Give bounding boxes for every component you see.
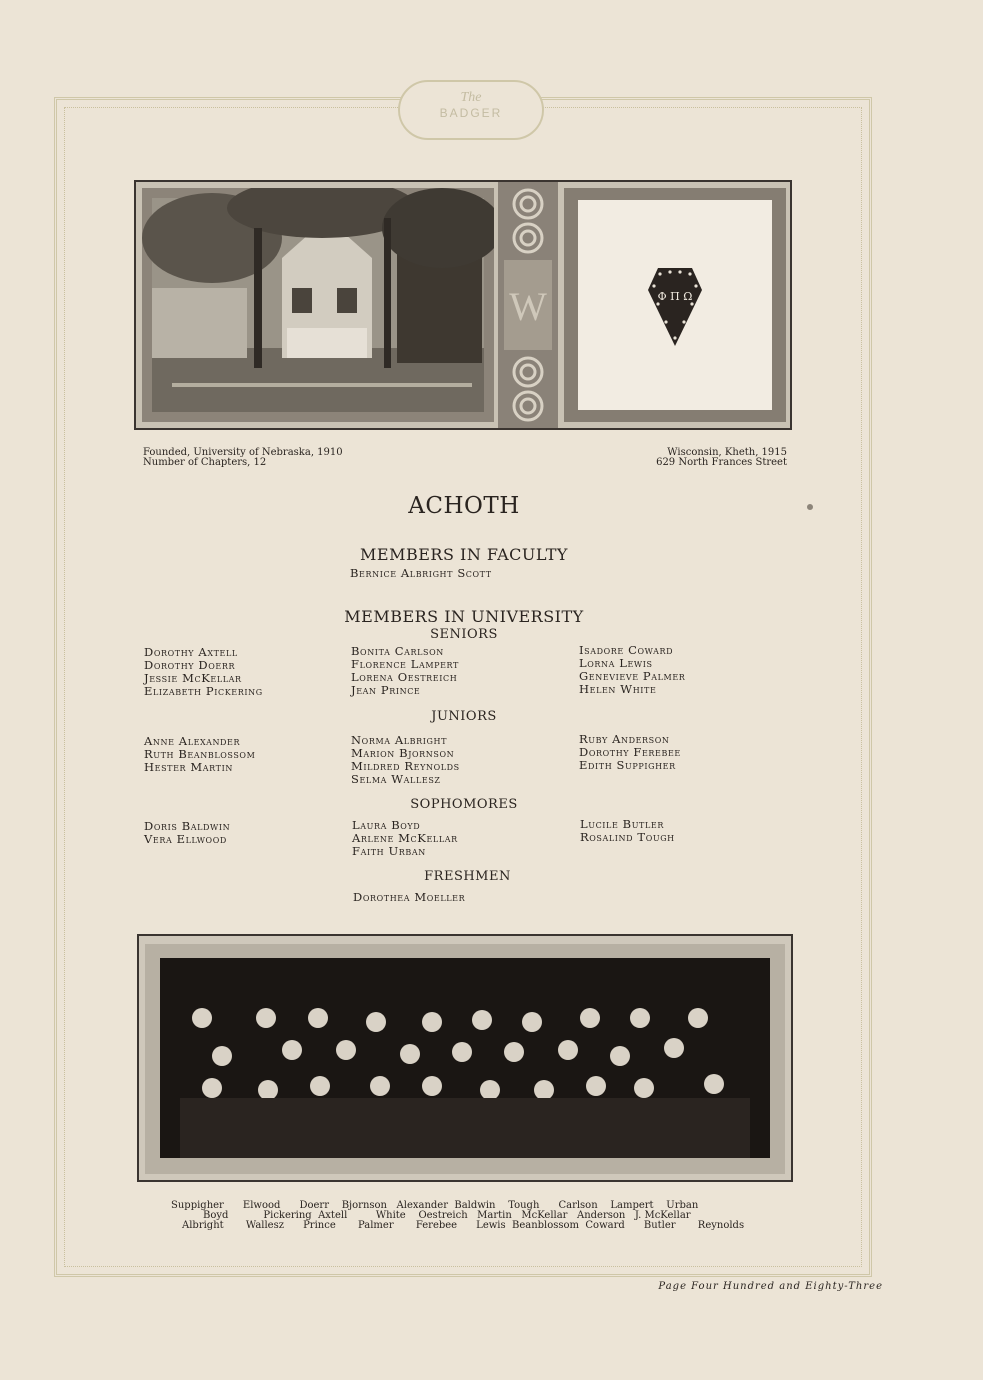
scroll-ornament — [498, 182, 558, 428]
university-heading: MEMBERS IN UNIVERSITY — [344, 607, 584, 626]
photo-caption-row-1: Suppigher Elwood Doerr Bjornson Alexander Baldwin Tough Carlson Lampert Urban — [171, 1200, 699, 1211]
sophomores-col3 — [580, 818, 675, 844]
list-item: Genevieve Palmer — [579, 669, 686, 683]
founded-line: Founded, University of Nebraska, 1910 — [143, 447, 343, 458]
cartouche-the: The — [460, 90, 482, 105]
chapter-house-image — [142, 188, 494, 422]
list-item: Jessie McKellar — [144, 671, 242, 685]
sophomores-col2 — [352, 819, 458, 858]
seniors-col1 — [144, 646, 263, 698]
seniors-heading: SENIORS — [430, 627, 498, 642]
w-letter: W — [509, 284, 547, 329]
group-photo-image — [160, 958, 770, 1158]
juniors-heading: JUNIORS — [431, 709, 497, 724]
list-item: Lucile Butler — [580, 817, 664, 831]
list-item: Dorothy Axtell — [144, 645, 238, 659]
list-item: Edith Suppigher — [579, 758, 676, 772]
list-item: Lorena Oestreich — [351, 670, 458, 684]
ink-spot — [807, 504, 813, 510]
sophomores-col1 — [144, 820, 230, 846]
list-item: Lorna Lewis — [579, 656, 653, 670]
list-item: Mildred Reynolds — [351, 759, 460, 773]
list-item: Hester Martin — [144, 760, 233, 774]
chapter-house-photo — [142, 188, 494, 422]
list-item: Rosalind Tough — [580, 830, 675, 844]
greek-letters: Φ Π Ω — [657, 290, 693, 303]
list-item: Dorothy Ferebee — [579, 745, 681, 759]
list-item: Ruth Beanblossom — [144, 747, 256, 761]
list-item: Helen White — [579, 682, 657, 696]
chapters-line: Number of Chapters, 12 — [143, 457, 267, 468]
juniors-col2 — [351, 734, 460, 786]
juniors-col1 — [144, 735, 255, 774]
freshmen-heading: FRESHMEN — [424, 869, 511, 884]
list-item: Isadore Coward — [579, 643, 674, 657]
list-item: Norma Albright — [351, 733, 448, 747]
list-item: Elizabeth Pickering — [144, 684, 263, 698]
faculty-heading: MEMBERS IN FACULTY — [360, 545, 568, 564]
list-item: Bonita Carlson — [351, 644, 444, 658]
list-item: Arlene McKellar — [352, 831, 458, 845]
founded-info — [143, 448, 343, 468]
freshmen-col2 — [353, 891, 465, 904]
list-item: Selma Wallesz — [351, 772, 441, 786]
list-item: Marion Bjornson — [351, 746, 455, 760]
list-item: Ruby Anderson — [579, 732, 670, 746]
page-number: Page Four Hundred and Eighty-Three — [658, 1281, 883, 1292]
address-line: 629 North Frances Street — [656, 457, 787, 468]
sophomores-heading: SOPHOMORES — [410, 797, 518, 812]
cartouche-badger: BADGER — [439, 106, 503, 120]
list-item: Dorothy Doerr — [144, 658, 236, 672]
w-emblem-strip — [498, 182, 558, 428]
list-item: Laura Boyd — [352, 818, 421, 832]
list-item: Bernice Albright Scott — [350, 566, 492, 580]
badger-cartouche-logo — [398, 80, 544, 140]
list-item: Jean Prince — [351, 683, 421, 697]
list-item: Doris Baldwin — [144, 819, 231, 833]
list-item: Faith Urban — [352, 844, 426, 858]
seniors-col2 — [351, 645, 459, 697]
photo-caption-row-3: Albright Wallesz Prince Palmer Ferebee Lewis Beanblossom Coward Butler Reynolds — [182, 1220, 745, 1231]
list-item: Vera Ellwood — [144, 832, 227, 846]
chapter-info — [630, 448, 787, 468]
group-photo — [160, 958, 770, 1158]
list-item: Anne Alexander — [144, 734, 241, 748]
crest-panel — [578, 200, 772, 410]
juniors-col3 — [579, 733, 681, 772]
photo-caption-row-2: Boyd Pickering Axtell White Oestreich Martin McKellar Anderson J. McKellar — [203, 1210, 691, 1221]
list-item: Dorothea Moeller — [353, 890, 466, 904]
list-item: Florence Lampert — [351, 657, 459, 671]
page-title: ACHOTH — [408, 493, 520, 519]
faculty-list — [350, 567, 492, 580]
chapter-line: Wisconsin, Kheth, 1915 — [667, 447, 787, 458]
sorority-pin-icon — [578, 200, 772, 410]
seniors-col3 — [579, 644, 685, 696]
